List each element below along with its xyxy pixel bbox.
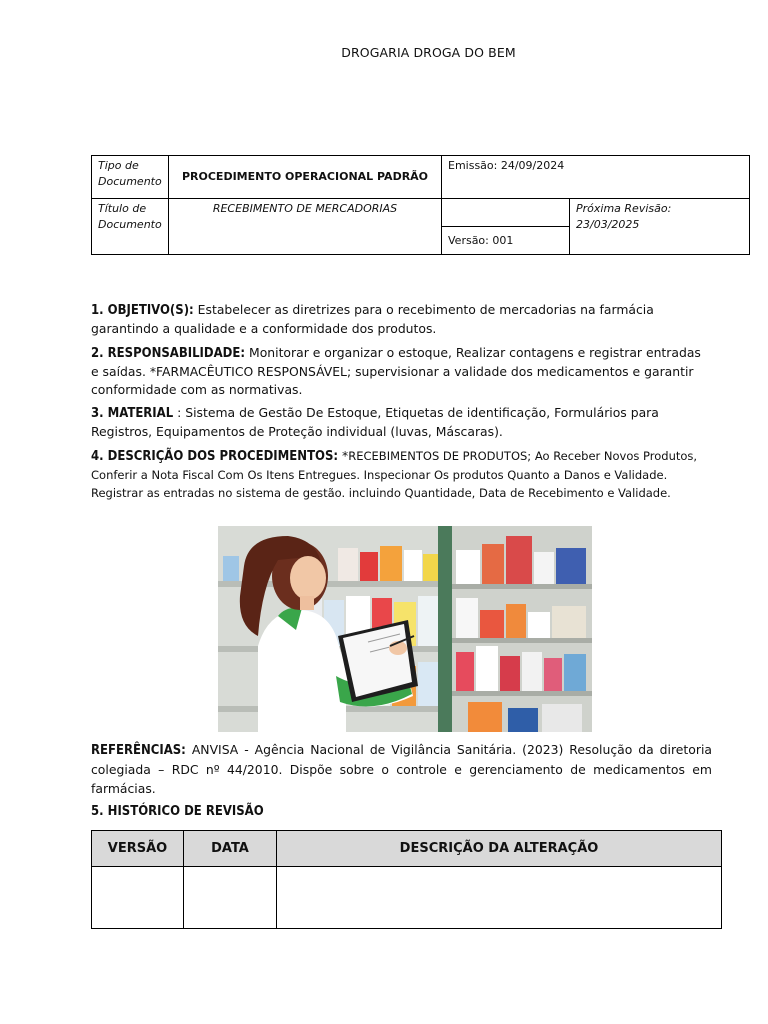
descricao-text: RECEBIMENTOS DE PRODUTOS; Ao Receber Novos Produtos, Conferir a Nota Fiscal Com Os Itens Entregues. Inspecionar Os produtos Quanto a Danos e Validade. Registrar as entradas no sistema de gestão. incluindo Quantidade, Data de Recebimento e Validade. (91, 449, 698, 500)
table-header-row (92, 831, 722, 867)
material-heading: 3. MATERIAL (91, 406, 174, 421)
tipo-label: Tipo de Documento (92, 156, 169, 199)
table-cell (184, 867, 277, 929)
descricao-heading: 4. DESCRIÇÃO DOS PROCEDIMENTOS: (91, 449, 339, 464)
column-header: DATA (184, 831, 277, 867)
section-responsabilidade (91, 344, 712, 399)
references (91, 740, 712, 798)
company-name: DROGARIA DROGA DO BEM (341, 45, 516, 60)
column-header: VERSÃO (92, 831, 184, 867)
references-heading: REFERÊNCIAS: (91, 743, 186, 758)
document-header-table (91, 155, 750, 255)
empty-cell (442, 199, 570, 227)
tipo-value: PROCEDIMENTO OPERACIONAL PADRÃO (169, 156, 442, 199)
emissao: Emissão: 24/09/2024 (442, 156, 750, 199)
responsabilidade-text: Monitorar e organizar o estoque, Realizar contagens e registrar entradas e saídas. *FARMACÊUTICO RESPONSÁVEL; supervisionar a validade dos medicamentos e garantir conformidade com as normativas. (91, 345, 701, 397)
proxima-label: Próxima Revisão: (576, 202, 672, 215)
references-text: ANVISA - Agência Nacional de Vigilância Sanitária. (2023) Resolução da diretoria colegiada – RDC nº 44/2010. Dispõe sobre o controle e gerenciamento de medicamentos em farmácias. (91, 742, 712, 796)
descricao-star: * (338, 448, 349, 463)
section-material (91, 404, 712, 441)
table-cell (277, 867, 722, 929)
section-objetivo (91, 301, 712, 338)
objetivo-text: Estabelecer as diretrizes para o recebimento de mercadorias na farmácia garantindo a qualidade e a conformidade dos produtos. (91, 302, 654, 336)
objetivo-heading: 1. OBJETIVO(S): (91, 303, 194, 318)
proxima-revisao (570, 199, 750, 255)
titulo-label: Título de Documento (92, 199, 169, 255)
responsabilidade-heading: 2. RESPONSABILIDADE: (91, 346, 246, 361)
titulo-value: RECEBIMENTO DE MERCADORIAS (169, 199, 442, 255)
table-cell (92, 867, 184, 929)
revision-history-table (91, 830, 722, 929)
material-text: : Sistema de Gestão De Estoque, Etiquetas de identificação, Formulários para Registros, Equipamentos de Proteção individual (luvas, Máscaras). (91, 405, 659, 439)
section-descricao (91, 447, 712, 502)
proxima-date: 23/03/2025 (576, 218, 640, 231)
pharmacist-photo (218, 526, 592, 732)
column-header: DESCRIÇÃO DA ALTERAÇÃO (277, 831, 722, 867)
history-title: 5. HISTÓRICO DE REVISÃO (91, 804, 264, 819)
table-row (92, 867, 722, 929)
versao: Versão: 001 (442, 227, 570, 255)
